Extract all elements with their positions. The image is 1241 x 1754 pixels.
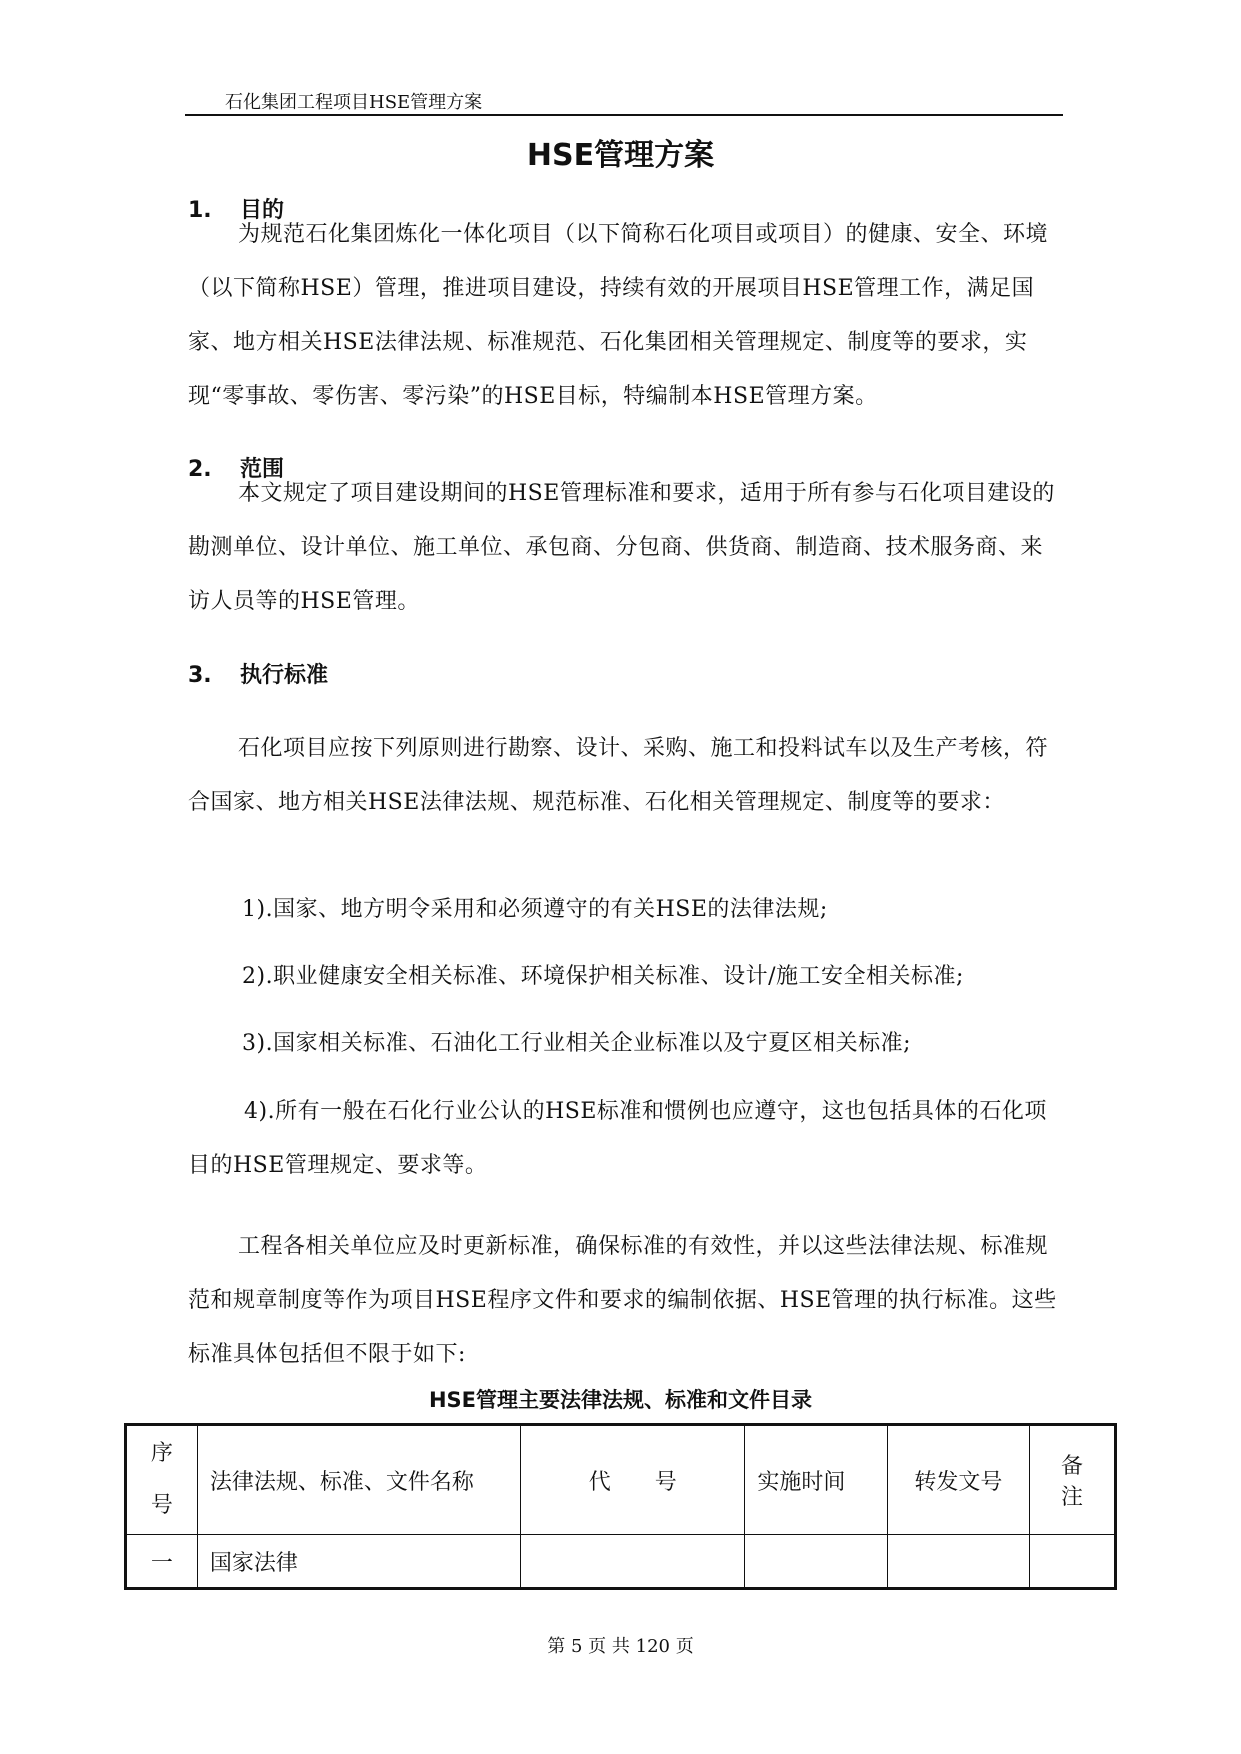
header-name: 法律法规、标准、文件名称 xyxy=(197,1425,520,1535)
section-title: 范围 xyxy=(240,457,285,482)
header-date: 实施时间 xyxy=(745,1425,887,1535)
cell-remarks xyxy=(1030,1535,1116,1589)
purpose-paragraph: 为规范石化集团炼化一体化项目（以下简称石化项目或项目）的健康、安全、环境（以下简称HSE）管理，推进项目建设，持续有效的开展项目HSE管理工作，满足国家、地方相关HSE法律法规、标准规范、石化集团相关管理规定、制度等的要求，实现“零事故、零伤害、零污染”的HSE目标，特编制本HSE管理方案。 xyxy=(188,222,1049,409)
section-number: 1. xyxy=(188,198,212,223)
section-number: 3. xyxy=(188,663,212,688)
header-seq: 序 号 xyxy=(126,1425,198,1535)
standards-paragraph: 石化项目应按下列原则进行勘察、设计、采购、施工和投料试车以及生产考核，符合国家、地方相关HSE法律法规、规范标准、石化相关管理规定、制度等的要求： xyxy=(188,736,1049,815)
section-title: 执行标准 xyxy=(240,663,329,688)
section-heading-standards xyxy=(188,658,328,689)
cell-doc-no xyxy=(887,1535,1029,1589)
list-item: 4).所有一般在石化行业公认的HSE标准和惯例也应遵守，这也包括具体的石化项目的HSE管理规定、要求等。 xyxy=(188,1099,1047,1178)
running-header: 石化集团工程项目HSE管理方案 xyxy=(225,92,483,113)
document-title: HSE管理方案 xyxy=(526,138,715,173)
section-number: 2. xyxy=(188,457,212,482)
page-footer: 第 5 页 共 120 页 xyxy=(547,1636,694,1657)
table-header-row xyxy=(126,1425,1116,1535)
header-remarks: 备 注 xyxy=(1030,1425,1116,1535)
table-title: HSE管理主要法律法规、标准和文件目录 xyxy=(428,1388,813,1412)
list-item: 1).国家、地方明令采用和必须遵守的有关HSE的法律法规; xyxy=(242,897,828,922)
regulations-table xyxy=(124,1423,1117,1590)
cell-date xyxy=(745,1535,887,1589)
scope-paragraph: 本文规定了项目建设期间的HSE管理标准和要求，适用于所有参与石化项目建设的勘测单位、设计单位、施工单位、承包商、分包商、供货商、制造商、技术服务商、来访人员等的HSE管理。 xyxy=(188,481,1055,614)
header-code: 代 号 xyxy=(521,1425,745,1535)
header-rule xyxy=(185,114,1063,116)
table-row xyxy=(126,1535,1116,1589)
section-title: 目的 xyxy=(240,198,285,223)
closing-paragraph: 工程各相关单位应及时更新标准，确保标准的有效性，并以这些法律法规、标准规范和规章制度等作为项目HSE程序文件和要求的编制依据、HSE管理的执行标准。这些标准具体包括但不限于如下: xyxy=(188,1234,1057,1367)
cell-name: 国家法律 xyxy=(197,1535,520,1589)
list-item: 2).职业健康安全相关标准、环境保护相关标准、设计/施工安全相关标准; xyxy=(242,964,964,989)
list-item: 3).国家相关标准、石油化工行业相关企业标准以及宁夏区相关标准; xyxy=(242,1031,911,1056)
header-doc-no: 转发文号 xyxy=(887,1425,1029,1535)
cell-code xyxy=(521,1535,745,1589)
cell-seq: 一 xyxy=(126,1535,198,1589)
